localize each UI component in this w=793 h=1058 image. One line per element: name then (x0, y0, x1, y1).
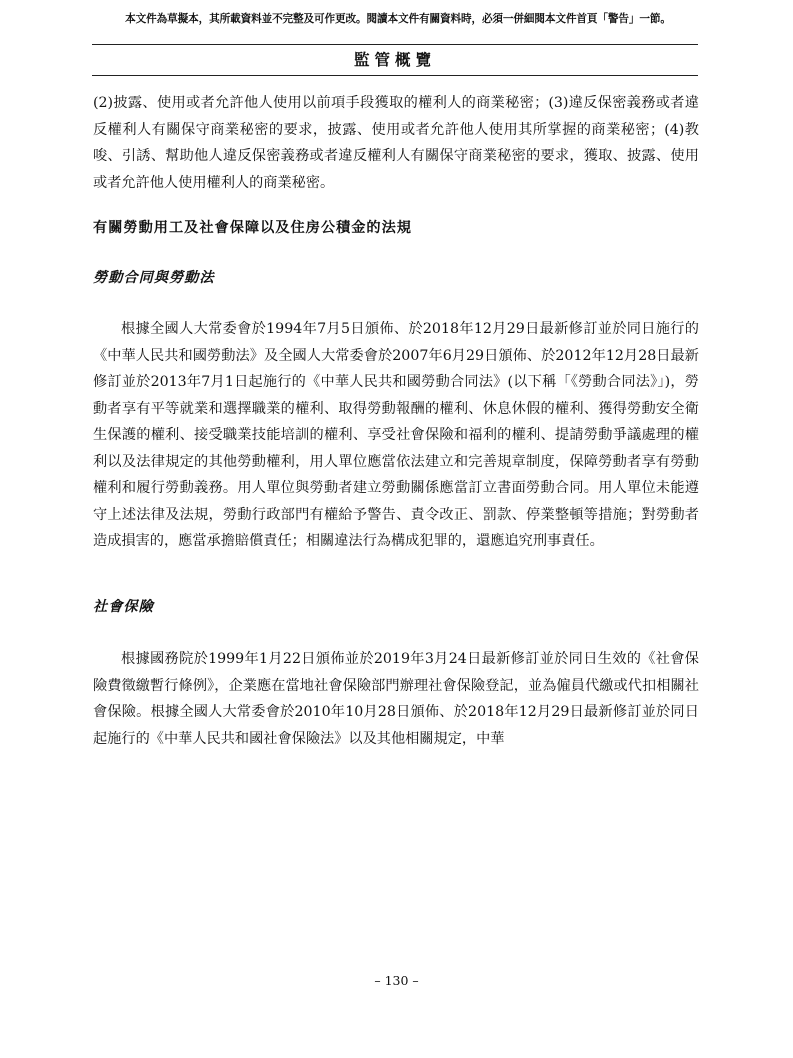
paragraph-social-insurance: 根據國務院於1999年1月22日頒佈並於2019年3月24日最新修訂並於同日生效的《社會保險費徵繳暫行條例》，企業應在當地社會保險部門辦理社會保險登記，並為僱員代繳或代扣相關社會保險。根據全國人大常委會於2010年10月28日頒佈、於2018年12月29日最新修訂並於同日起施行的《中華人民共和國社會保險法》以及其他相關規定，中華 (93, 651, 699, 747)
header-rule-top (92, 44, 698, 45)
paragraph-labor-law: 根據全國人大常委會於1994年7月5日頒佈、於2018年12月29日最新修訂並於同日施行的《中華人民共和國勞動法》及全國人大常委會於2007年6月29日頒佈、於2012年12月28日最新修訂並於2013年7月1日起施行的《中華人民共和國勞動合同法》(以下稱「《勞動合同法》」)，勞動者享有平等就業和選擇職業的權利、取得勞動報酬的權利、休息休假的權利、獲得勞動安全衛生保護的權利、接受職業技能培訓的權利、享受社會保險和福利的權利、提請勞動爭議處理的權利以及法律規定的其他勞動權利，用人單位應當依法建立和完善規章制度，保障勞動者享有勞動權利和履行勞動義務。用人單位與勞動者建立勞動關係應當訂立書面勞動合同。用人單位未能遵守上述法律及法規，勞動行政部門有權給予警告、責令改正、罰款、停業整頓等措施；對勞動者造成損害的，應當承擔賠償責任；相關違法行為構成犯罪的，還應追究刑事責任。 (93, 321, 699, 549)
draft-disclaimer: 本文件為草擬本，其所載資料並不完整及可作更改。閱讀本文件有關資料時，必須一併細閱本文件首頁「警告」一節。 (125, 13, 671, 25)
page-number: – 130 – (374, 973, 419, 988)
subheading-labor-contract: 勞動合同與勞動法 (93, 270, 215, 286)
header-rule-bottom (92, 75, 698, 76)
paragraph-trade-secrets: (2)披露、使用或者允許他人使用以前項手段獲取的權利人的商業秘密；(3)違反保密義務或者違反權利人有關保守商業秘密的要求，披露、使用或者允許他人使用其所掌握的商業秘密；(4)教唆、引誘、幫助他人違反保密義務或者違反權利人有關保守商業秘密的要求，獲取、披露、使用或者允許他人使用權利人的商業秘密。 (93, 95, 699, 191)
heading-labor-social-security: 有關勞動用工及社會保障以及住房公積金的法規 (93, 220, 412, 236)
subheading-social-insurance: 社會保險 (93, 599, 154, 615)
section-title: 監管概覽 (353, 50, 436, 69)
